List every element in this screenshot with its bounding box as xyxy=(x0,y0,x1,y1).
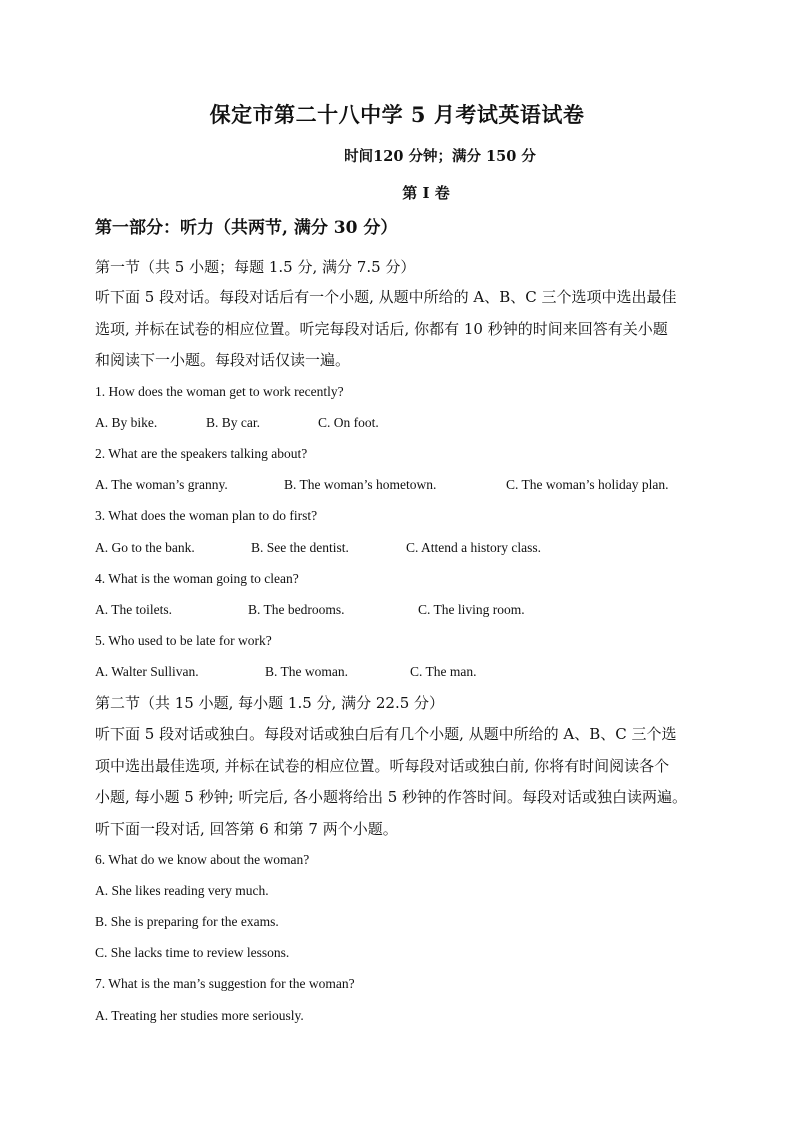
option-b: B. By car. xyxy=(206,415,260,430)
question-3: 3. What does the woman plan to do first? xyxy=(95,508,318,523)
exam-title: 保定市第二十八中学 5 月考试英语试卷 xyxy=(209,102,585,127)
section1-instruction-line: 选项, 并标在试卷的相应位置。听完每段对话后, 你都有 10 秒钟的时间来回答有关小题 xyxy=(95,320,668,338)
option-b: B. She is preparing for the exams. xyxy=(95,914,279,929)
option-c: C. The living room. xyxy=(418,602,525,617)
section2-instruction-line: 项中选出最佳选项, 并标在试卷的相应位置。听每段对话或独白前, 你将有时间阅读各个 xyxy=(95,757,670,775)
option-a: A. Treating her studies more seriously. xyxy=(95,1008,304,1023)
option-b: B. The bedrooms. xyxy=(248,602,345,617)
option-a: A. Walter Sullivan. xyxy=(95,664,199,679)
option-c: C. The man. xyxy=(410,664,477,679)
option-b: B. The woman. xyxy=(265,664,348,679)
section2-instruction-line: 小题, 每小题 5 秒钟; 听完后, 各小题将给出 5 秒钟的作答时间。每段对话或独白读两遍。 xyxy=(95,788,688,806)
question-6: 6. What do we know about the woman? xyxy=(95,852,310,867)
section2-intro: 听下面一段对话, 回答第 6 和第 7 两个小题。 xyxy=(95,820,398,838)
option-c: C. Attend a history class. xyxy=(406,540,541,555)
question-7: 7. What is the man’s suggestion for the woman? xyxy=(95,976,355,991)
exam-time-score: 时间120 分钟；满分 150 分 xyxy=(344,148,536,165)
section1-heading: 第一节（共 5 小题；每题 1.5 分, 满分 7.5 分） xyxy=(95,258,416,276)
option-a: A. The toilets. xyxy=(95,602,172,617)
option-b: B. See the dentist. xyxy=(251,540,349,555)
option-c: C. On foot. xyxy=(318,415,379,430)
question-1: 1. How does the woman get to work recently? xyxy=(95,384,344,399)
option-a: A. By bike. xyxy=(95,415,158,430)
section1-instruction-line: 听下面 5 段对话。每段对话后有一个小题, 从题中所给的 A、B、C 三个选项中选出最佳 xyxy=(95,288,677,306)
question-4: 4. What is the woman going to clean? xyxy=(95,571,299,586)
option-a: A. Go to the bank. xyxy=(95,540,195,555)
section1-instruction-line: 和阅读下一小题。每段对话仅读一遍。 xyxy=(95,351,351,369)
option-c: C. The woman’s holiday plan. xyxy=(506,477,669,492)
question-2: 2. What are the speakers talking about? xyxy=(95,446,308,461)
section2-heading: 第二节（共 15 小题, 每小题 1.5 分, 满分 22.5 分） xyxy=(95,694,445,712)
part1-heading: 第一部分：听力（共两节, 满分 30 分） xyxy=(95,218,398,238)
option-a: A. She likes reading very much. xyxy=(95,883,269,898)
option-a: A. The woman’s granny. xyxy=(95,477,228,492)
volume-label: 第 I 卷 xyxy=(402,184,450,202)
option-c: C. She lacks time to review lessons. xyxy=(95,945,290,960)
section2-instruction-line: 听下面 5 段对话或独白。每段对话或独白后有几个小题, 从题中所给的 A、B、C 三个选 xyxy=(95,725,677,743)
option-b: B. The woman’s hometown. xyxy=(284,477,437,492)
question-5: 5. Who used to be late for work? xyxy=(95,633,272,648)
